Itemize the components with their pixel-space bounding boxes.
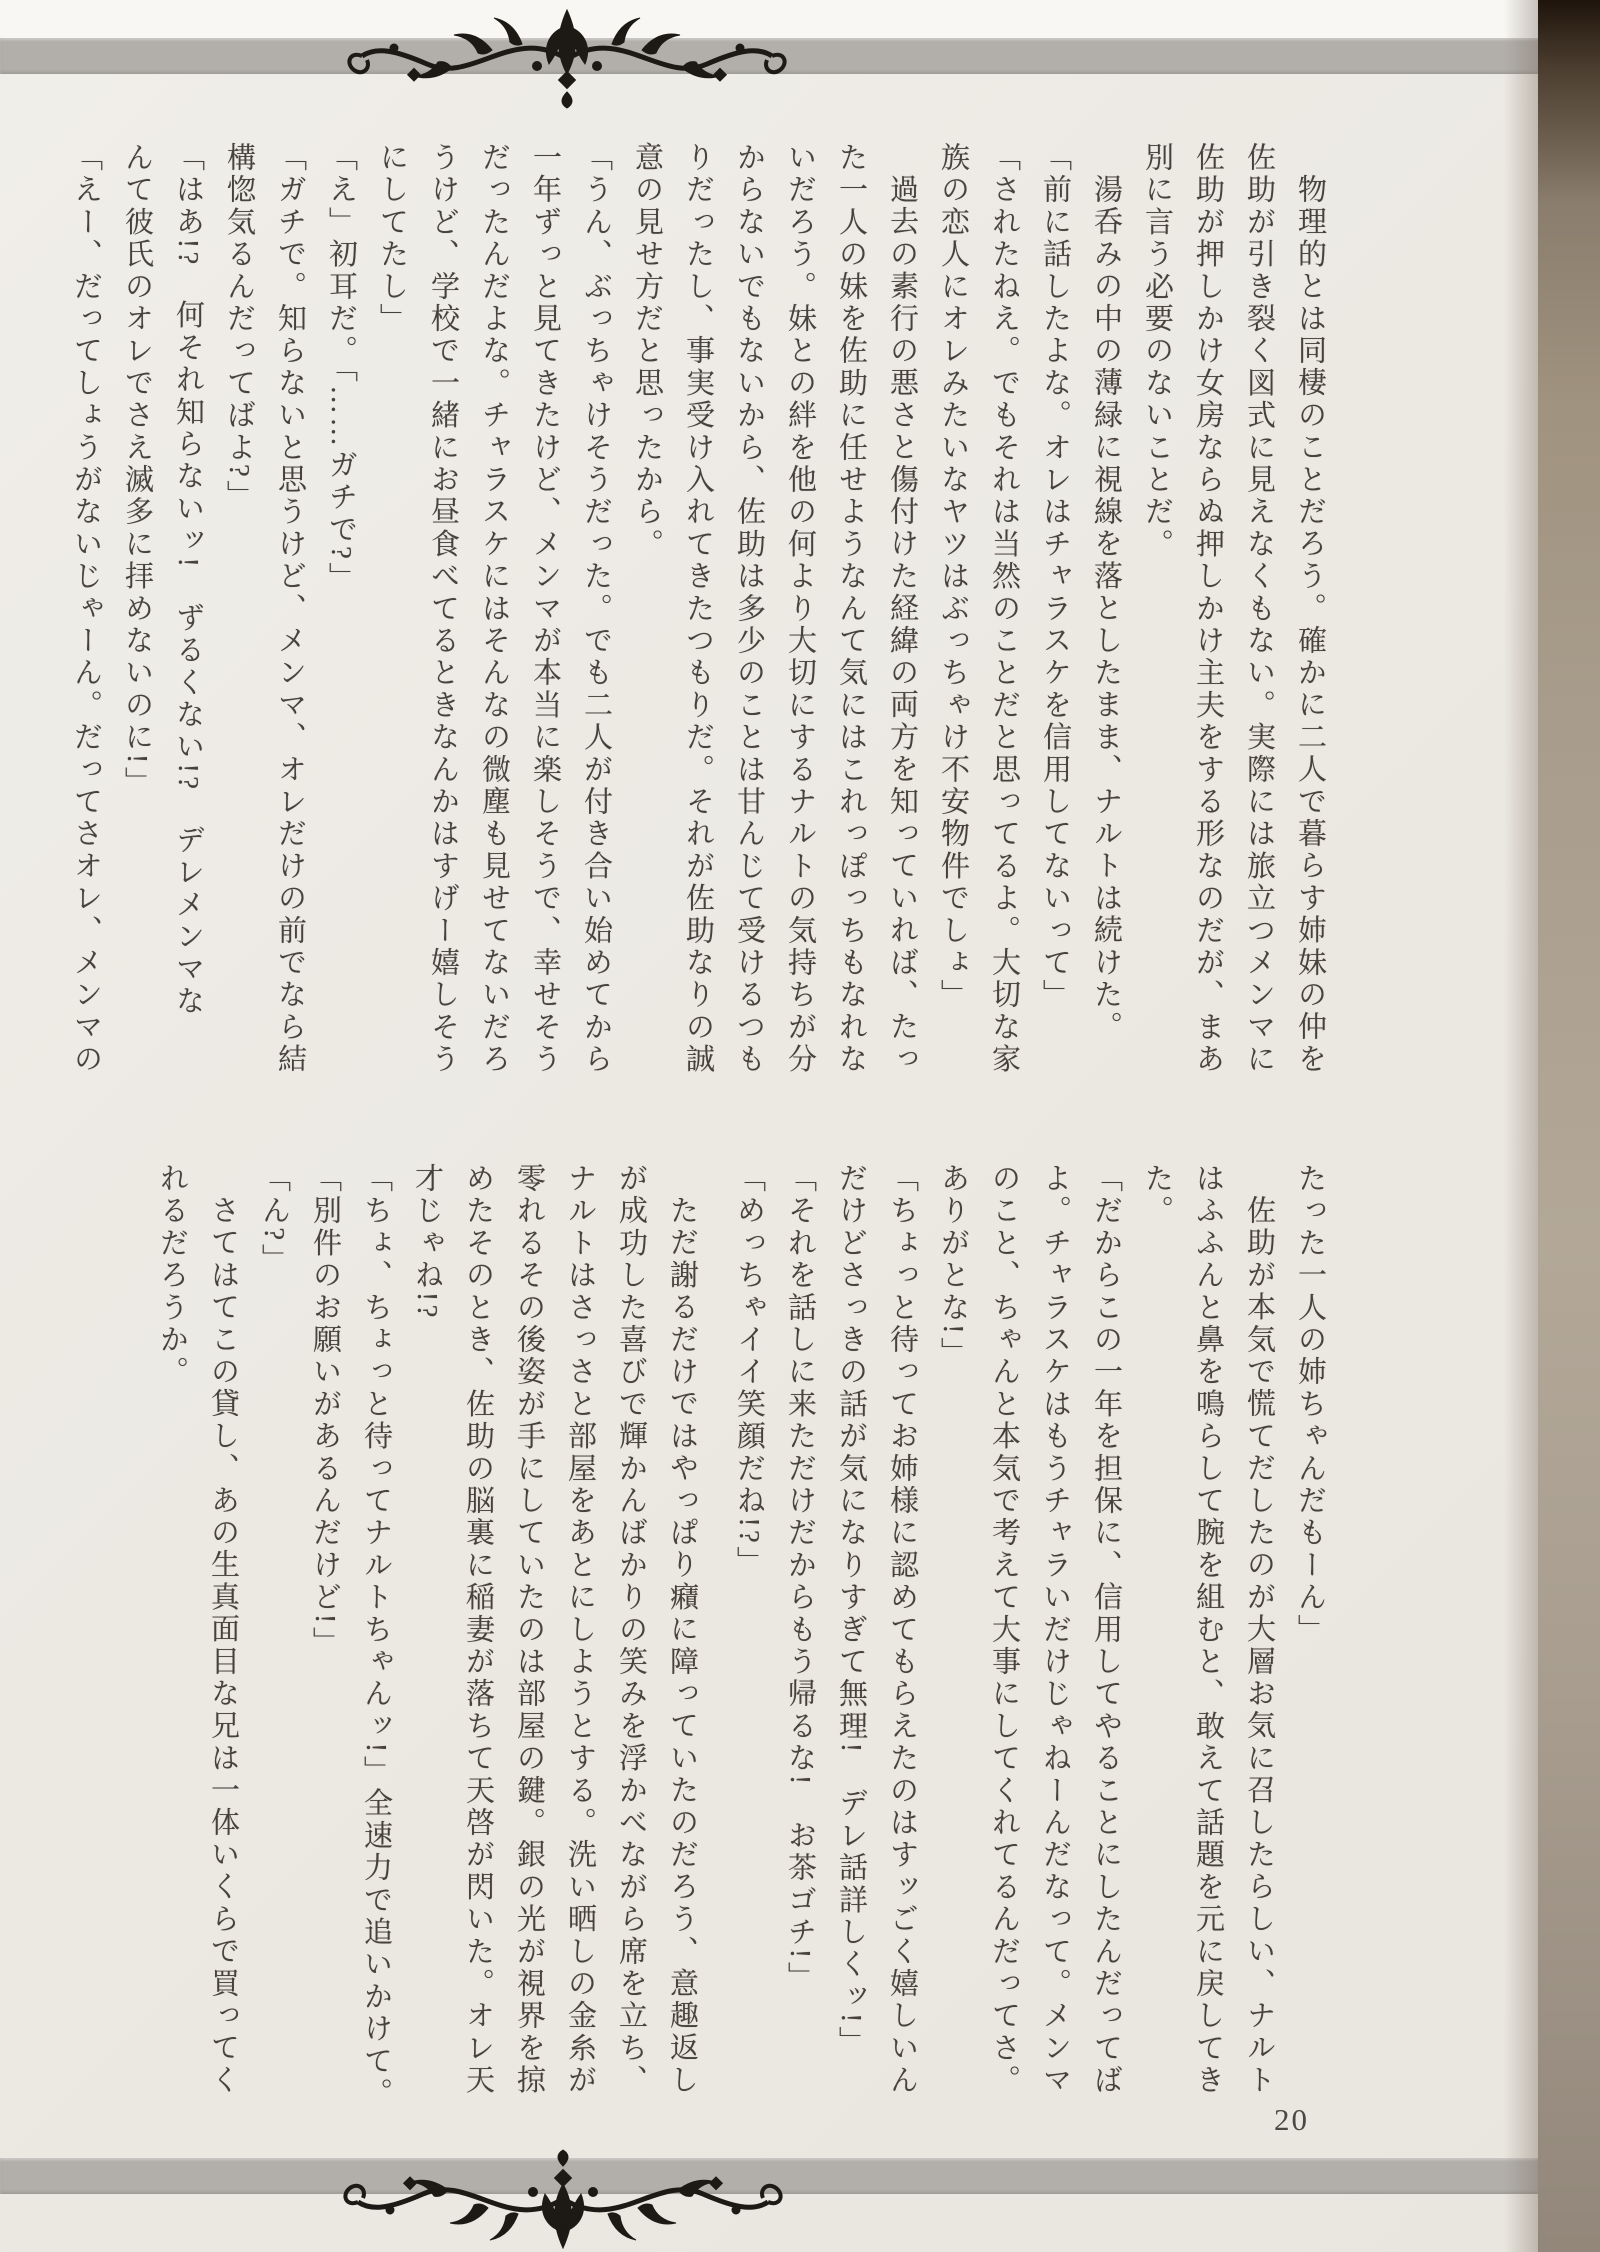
damask-flourish-icon — [328, 2148, 798, 2252]
top-flourish-ornament — [332, 6, 802, 110]
scan-edge-shadow — [1538, 0, 1600, 2252]
bottom-flourish-ornament — [328, 2148, 798, 2252]
text-column: 構惚気るんだってばよ?」 — [223, 142, 255, 513]
text-column: 意の見せ方だと思ったから。 — [631, 142, 663, 561]
scan-edge-fade — [1504, 0, 1538, 2252]
text-column: 族の恋人にオレみたいなヤツはぶっちゃけ不安物件でしょ」 — [937, 142, 969, 1012]
text-column: だけどさっきの話が気になりすぎて無理! デレ話詳しくッ!」 — [835, 1163, 867, 2059]
text-column: 「前に話したよな。オレはチャラスケを信用してないって」 — [1039, 142, 1071, 1012]
page-number: 20 — [1274, 2102, 1309, 2137]
text-column: 「え」初耳だ。「……ガチで?」 — [325, 142, 357, 595]
text-column: うけど、学校で一緒にお昼食べてるときなんかはすげー嬉しそう — [427, 142, 459, 1076]
text-column: 「ん?」 — [258, 1163, 290, 1276]
text-column: 「うん、ぶっちゃけそうだった。でも二人が付き合い始めてから — [580, 142, 612, 1076]
text-column: 過去の素行の悪さと傷付けた経緯の両方を知っていれば、たっ — [886, 174, 918, 1076]
text-column: 佐助が押しかけ女房ならぬ押しかけ主夫をする形なのだが、まあ — [1192, 142, 1224, 1076]
text-column: 佐助が本気で慌てだしたのが大層お気に召したらしい、ナルト — [1243, 1195, 1275, 2097]
text-column: 「それを話しに来ただけだからもう帰るな! お茶ゴチ!」 — [784, 1163, 816, 1994]
main-text-block-lower — [146, 1163, 1335, 2135]
text-column: ただ謝るだけではやっぱり癪に障っていたのだろう、意趣返し — [666, 1195, 698, 2097]
text-column: 才じゃね!? — [411, 1163, 443, 1321]
text-column: いだろう。妹との絆を他の何より大切にするナルトの気持ちが分 — [784, 142, 816, 1076]
text-column: れるだろうか。 — [156, 1163, 188, 1389]
text-column: 「ちょっと待ってお姉様に認めてもらえたのはすッごく嬉しいん — [886, 1163, 918, 2097]
text-column: 「めっちゃイイ笑顔だね!?」 — [733, 1163, 765, 1579]
text-column: た。 — [1141, 1163, 1173, 1228]
text-column: ナルトはさっさと部屋をあとにしようとする。洗い晒しの金糸が — [564, 1163, 596, 2097]
text-column: りだったし、事実受け入れてきたつもりだ。それが佐助なりの誠 — [682, 142, 714, 1076]
text-column: よ。チャラスケはもうチャラいだけじゃねーんだなって。メンマ — [1039, 1163, 1071, 2097]
text-column: 「ちょ、ちょっと待ってナルトちゃんッ!」全速力で追いかけて。 — [360, 1163, 392, 2110]
text-column: たった一人の姉ちゃんだもーん」 — [1294, 1163, 1326, 1646]
text-column: 「されたねえ。でもそれは当然のことだと思ってるよ。大切な家 — [988, 142, 1020, 1076]
text-column: 別に言う必要のないことだ。 — [1141, 142, 1173, 561]
damask-flourish-icon — [332, 6, 802, 110]
text-column: 「えー、だってしょうがないじゃーん。だってさオレ、メンマの — [70, 142, 102, 1076]
text-column: が成功した喜びで輝かんばかりの笑みを浮かべながら席を立ち、 — [615, 1163, 647, 2097]
text-column: 「ガチで。知らないと思うけど、メンマ、オレだけの前でなら結 — [274, 142, 306, 1076]
text-column: 物理的とは同棲のことだろう。確かに二人で暮らす姉妹の仲を — [1294, 174, 1326, 1076]
text-column: さてはてこの貸し、あの生真面目な兄は一体いくらで買ってく — [207, 1195, 239, 2097]
text-column: 「別件のお願いがあるんだけど!」 — [309, 1163, 341, 1659]
text-column: んて彼氏のオレでさえ滅多に拝めないのに!」 — [121, 142, 153, 799]
text-column: からないでもないから、佐助は多少のことは甘んじて受けるつも — [733, 142, 765, 1076]
text-column: 一年ずっと見てきたけど、メンマが本当に楽しそうで、幸せそう — [529, 142, 561, 1076]
text-column: のこと、ちゃんと本気で考えて大事にしてくれてるんだってさ。 — [988, 1163, 1020, 2097]
text-column: 「だからこの一年を担保に、信用してやることにしたんだってば — [1090, 1163, 1122, 2097]
text-column: だったんだよな。チャラスケにはそんなの微塵も見せてないだろ — [478, 142, 510, 1076]
text-column: はふふんと鼻を鳴らして腕を組むと、敢えて話題を元に戻してき — [1192, 1163, 1224, 2097]
text-column: 零れるその後姿が手にしていたのは部屋の鍵。銀の光が視界を掠 — [513, 1163, 545, 2097]
text-column: 「はあ!? 何それ知らないッ! ずるくない!? デレメンマな — [172, 142, 204, 1018]
text-column: にしてたし」 — [376, 142, 408, 336]
text-column: ありがとな!」 — [937, 1163, 969, 1370]
main-text-block-upper — [60, 142, 1335, 1090]
text-column: めたそのとき、佐助の脳裏に稲妻が落ちて天啓が閃いた。オレ天 — [462, 1163, 494, 2097]
text-column: 佐助が引き裂く図式に見えなくもない。実際には旅立つメンマに — [1243, 142, 1275, 1076]
text-column: た一人の妹を佐助に任せようなんて気にはこれっぽっちもなれな — [835, 142, 867, 1076]
text-column: 湯呑みの中の薄緑に視線を落としたまま、ナルトは続けた。 — [1090, 174, 1122, 1044]
